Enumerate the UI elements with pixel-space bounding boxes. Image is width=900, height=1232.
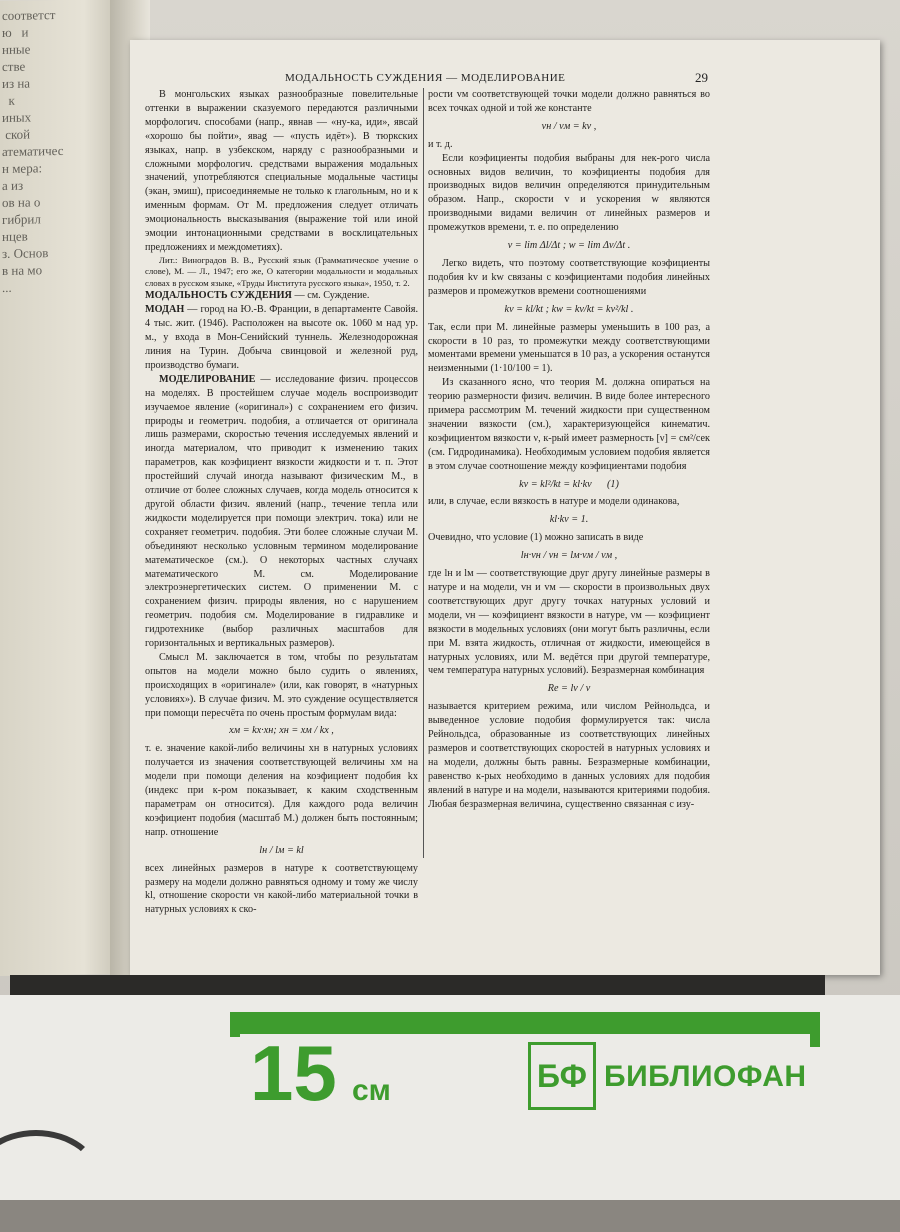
formula-reynolds: Re = lv / ν bbox=[547, 683, 591, 695]
entry-modan bbox=[145, 303, 418, 373]
paragraph-smysl: Смысл М. заключается в том, чтобы по результатам опытов на модели можно было судить о явлениях, происходящих в «оригинале» (или, как говорят, в «натурных условиях»). В случае физич. М. это суждение осуществляется при помощи пересчёта по очень простым формулам вида: bbox=[145, 651, 418, 719]
formula-viscosity-expr: kν = kl²/kt = kl·kv bbox=[519, 478, 592, 490]
literature-reference: Лит.: Виноградов В. В., Русский язык (Грамматическое учение о слове), М. — Л., 1947; его же, О категории модальности и модальных словах в русском языке, «Труды Института русского языка», 1950, т. 2. bbox=[145, 254, 418, 288]
entry-modelirovanie bbox=[145, 373, 418, 651]
left-page-text-fragment: соответст ю и нные стве из на к иных ской атематичес н мера: а из ов на о гибрил нцев з. Основ в на мо ... bbox=[2, 7, 64, 296]
formula-velocity-ratio: vн / vм = kv , bbox=[541, 120, 597, 132]
paragraph-iz: Из сказанного ясно, что теория М. должна опираться на теорию размерности физич. величин. В виде более интересного примера рассмотрим М. течений жидкости при существенном значении вязкости (см.), характеризующейся кинематич. коэфициентом вязкости ν, к-рый имеет размерность [ν] = см²/сек (см. Гидродинамика). Необходимым условием подобия является в этом случае соотношение между коэфициентами подобия bbox=[428, 377, 710, 472]
paragraph-itd: и т. д. bbox=[428, 138, 453, 150]
paragraph-naz: называется критерием режима, или числом Рейнольдса, и выведенное условие подобия формулируется так: числа Рейнольдса, образованные из соответствующих линейных размеров и соответствующих скоростей в натурных условиях и на модели, должны быть равны. Безразмерные комбинации, равенство к-рых необходимо в данных условиях для подобия явлений в натуре и на модели, называются критериями подобия. Любая безразмерная величина, существенно связанная с изу- bbox=[428, 701, 710, 810]
paragraph-esli: Если коэфициенты подобия выбраны для нек-рого числа основных видов величин, то коэфициенты подобия для производных видов величин определяются принудительным образом. Напр., скорости v и ускорения w являются производными видами величин от линейных размеров и промежутков времени, т. е. по определению bbox=[428, 152, 710, 234]
book-edge bbox=[10, 975, 825, 997]
formula-coefficients: kv = kl/kt ; kw = kv/kt = kv²/kl . bbox=[504, 303, 634, 315]
formula-equal-viscosity: kl·kv = 1. bbox=[549, 514, 589, 526]
paragraph-tak: Так, если при М. линейные размеры уменьшить в 100 раз, а скорости в 10 раз, то промежутки между соответствующими моментами времени уменьшатся в 10 раз, а ускорения останутся неизменными (1·10/100 = 1). bbox=[428, 321, 710, 375]
ruler-unit: см bbox=[352, 1074, 391, 1107]
entry-modan-head: МОДАН bbox=[145, 304, 185, 316]
formula-number: (1) bbox=[606, 478, 619, 490]
ruler-bar-left-tick bbox=[230, 1012, 240, 1037]
left-column bbox=[145, 88, 418, 917]
entry-modalnost-head: МОДАЛЬНОСТЬ СУЖДЕНИЯ bbox=[145, 290, 292, 302]
paragraph-mongolian: В монгольских языках разнообразные повелительные оттенки в выражении сказуемого передаются различными морфологич. способами (напр., явнав — «ну-ка, иди», явсай «хорошо бы пойти», явag — «пусть идёт»). В тюркских языках, напр. в узбекском, наряду с разнообразными и сложными морфологич. средствами выражения модальных значений, употребляются специальные модальные частицы (экан, эмиш), присоединяемые не только к глагольным, но и к именным формам. От М. предложения следует отличать эмоциональность высказывания (выражение той или иной эмоции интонационными средствами в восклицательных предложениях и междометиях). bbox=[145, 89, 418, 253]
paragraph-legko: Легко видеть, что поэтому соответствующие коэфициенты подобия kv и kw связаны с коэфициентами подобия линейных размеров и промежутков времени соотношениями bbox=[428, 257, 710, 297]
formula-reynolds-equality: lн·vн / νн = lм·vм / νм , bbox=[520, 550, 618, 562]
bibliofan-logo-icon bbox=[528, 1042, 596, 1110]
entry-modan-text: — город на Ю.-В. Франции, в департаменте Савойя. 4 тыс. жит. (1946). Расположен на высоте ок. 1060 м над ур. м., у входа в Мон-Сенийский туннель. Железнодорожная линия на Турин. Добыча свинцовой и железной руд, производство бумаги. bbox=[145, 304, 418, 371]
paragraph-ochev: Очевидно, что условие (1) можно записать в виде bbox=[428, 532, 644, 544]
paragraph-ili: или, в случае, если вязкость в натуре и модели одинакова, bbox=[428, 496, 680, 508]
formula-length-ratio: lн / lм = kl bbox=[259, 844, 304, 856]
formula-viscosity bbox=[428, 478, 710, 492]
entry-modalnost bbox=[145, 289, 418, 303]
running-head: МОДАЛЬНОСТЬ СУЖДЕНИЯ — МОДЕЛИРОВАНИЕ bbox=[285, 72, 566, 84]
page-number: 29 bbox=[695, 70, 708, 85]
formula-scale: xм = kx·xн; xн = xм / kx , bbox=[229, 725, 334, 737]
brand-name: БИБЛИОФАН bbox=[604, 1060, 807, 1093]
formula-derivatives: v = lim Δl/Δt ; w = lim Δv/Δt . bbox=[507, 240, 631, 252]
logo-mark: БФ bbox=[537, 1057, 587, 1094]
paragraph-vseh: всех линейных размеров в натуре к соответствующему размеру на модели должно равняться одному и тому же числу kl, отношение скорости vн какой-либо материальной точки в натурных условиях к ско- bbox=[145, 862, 418, 916]
entry-modalnost-text: — см. Суждение. bbox=[291, 290, 370, 302]
entry-modelirovanie-head: МОДЕЛИРОВАНИЕ bbox=[159, 373, 256, 385]
column-divider bbox=[423, 88, 424, 858]
left-page bbox=[0, 0, 120, 976]
entry-modelirovanie-text: — исследование физич. процессов на моделях. В простейшем случае модель воспроизводит изучаемое явление («оригинал») с сохранением его физич. природы и геометрич. подобия, а отличается от оригинала лишь размерами, скоростью течения исследуемых явлений и иногда материалом, что приводит к изменению таких параметров, как коэфициент вязкости жидкости и т. п. Этот простейший случай иногда называют физическим М., в отличие от более сложных случаев, когда модель относится к другой области физич. явлений (напр., течение тепла или жидкости моделируется при помощи электрич. тока) или не сохраняет геометрич. подобия. Эти более сложные случаи М. объединяют несколько условным термином моделирование математическое (см.). О некоторых частных случаях математического М. см. Моделирование электроэнергетических систем. О применении М. с сохранением физич. природы явления, но с нарушением геометрич. подобия см. Моделирование в гидравлике и гидротехнике (выбор различных масштабов для горизонтальных и вертикальных размеров). bbox=[145, 373, 418, 650]
right-column bbox=[428, 88, 710, 812]
ruler-bar-right-tick bbox=[810, 1012, 820, 1047]
paragraph-te: т. е. значение какой-либо величины xн в натурных условиях получается из значения соответствующей величины xм на модели при помощи деления на коэфициент подобия kx (индекс при к-ром показывает, к каким сходственным параметрам он относится). Для каждого рода величин коэфициент подобия (масштаб М.) должен быть постоянным; напр. отношение bbox=[145, 743, 418, 838]
ruler-number: 15 bbox=[250, 1029, 337, 1117]
paragraph-gde: где lн и lм — соответствующие друг другу линейные размеры в натуре и на модели, vн и vм — скорости в произвольных двух соответствующих друг другу точках натурных условий и модели, νн — коэфициент вязкости в натуре, νм — коэфициент вязкости в модельных условиях (они могут быть различны, если при М. взята жидкость, отличная от жидкости, имеющейся в натурных условиях, или М. ведётся при другой температуре, чем температура натурных условий). Безразмерная комбинация bbox=[428, 568, 710, 677]
paragraph-rosti: рости vм соответствующей точки модели должно равняться во всех точках одной и той же константе bbox=[428, 89, 710, 114]
